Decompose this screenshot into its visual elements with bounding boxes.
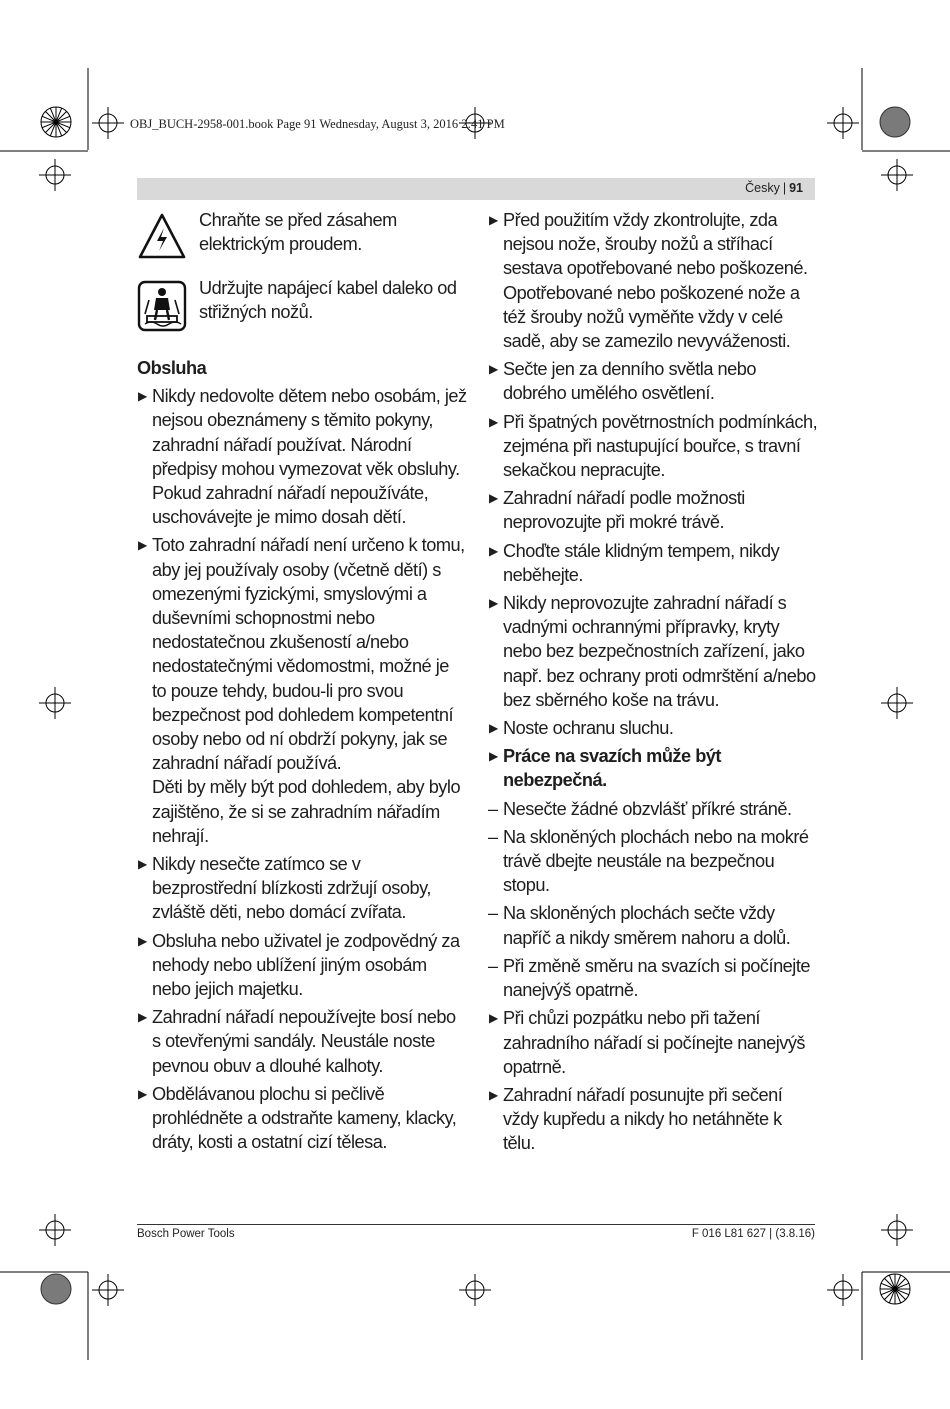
bullet-marker: ▶ xyxy=(138,933,147,948)
warning-cable xyxy=(137,276,467,330)
item-extra-text: Děti by měly být pod dohledem, aby bylo zajištěno, že si se zahradním nářadím nehrají. xyxy=(152,777,461,846)
item-text: Zahradní nářadí posunujte při sečení vždy kupředu a nikdy ho netáhněte k tělu. xyxy=(503,1084,783,1154)
list-item xyxy=(488,539,818,587)
header-separator: | xyxy=(782,181,787,195)
electric-shock-warning-icon xyxy=(137,212,187,260)
dash-marker: – xyxy=(488,903,498,924)
item-text: Toto zahradní nářadí není určeno k tomu, aby jej používaly osoby (včetně dětí) s omezenými fyzickými, smyslovými a duševními schopnostmi nebo nedostatečnou zkušeností a/nebo nedostatečnými vědomostmi, možné je to pouze tehdy, budou-li pro svou bezpečnost pod dohledem kompetentní osoby nebo od ní obdrží pokyny, jak se zahradní nářadí používá. xyxy=(152,535,465,774)
section-title: Obsluha xyxy=(137,358,207,378)
bullet-marker: ▶ xyxy=(489,414,498,429)
item-text: Na skloněných plochách sečte vždy napříč a nikdy směrem nahoru a dolů. xyxy=(503,903,791,948)
footer-divider xyxy=(137,1224,815,1225)
list-item xyxy=(488,716,818,740)
dash-item xyxy=(488,954,818,1002)
left-column xyxy=(137,208,467,1159)
list-item xyxy=(137,533,467,848)
footer-document-code: F 016 L81 627 | (3.8.16) xyxy=(691,1228,815,1240)
bullet-marker: ▶ xyxy=(489,596,498,611)
bullet-marker: ▶ xyxy=(138,1010,147,1025)
bullet-marker: ▶ xyxy=(138,538,147,553)
warning-electric-shock xyxy=(137,208,467,262)
bullet-marker: ▶ xyxy=(489,749,498,764)
item-text: Nikdy nesečte zatímco se v bezprostřední blízkosti zdržují osoby, zvláště děti, nebo domácí zvířata. xyxy=(152,854,431,923)
warning-text: Chraňte se před zásahem elektrickým proudem. xyxy=(199,210,397,255)
list-item xyxy=(137,1082,467,1155)
list-item-bold xyxy=(488,744,818,792)
item-text: Nikdy neprovozujte zahradní nářadí s vadnými ochrannými přípravky, kryty nebo bez bezpečnostních zařízení, jako např. bez ochrany proti odmrštění a/nebo bez sběrného koše na trávu. xyxy=(503,593,816,710)
item-text: Obsluha nebo uživatel je zodpovědný za nehody nebo ublížení jiným osobám nebo jejich majetku. xyxy=(152,930,460,1000)
item-text: Sečte jen za denního světla nebo dobrého umělého osvětlení. xyxy=(503,359,756,404)
bullet-marker: ▶ xyxy=(138,1086,147,1101)
item-text: Nesečte žádné obzvlášť příkré stráně. xyxy=(503,798,792,819)
page-header-label xyxy=(745,181,815,195)
list-item xyxy=(488,591,818,712)
cable-away-from-blades-icon xyxy=(137,280,187,332)
bullet-marker: ▶ xyxy=(489,543,498,558)
page-header-bar xyxy=(137,178,815,200)
list-item xyxy=(488,410,818,483)
bullet-marker: ▶ xyxy=(489,362,498,377)
item-text: Při chůzi pozpátku nebo při tažení zahradního nářadí si počínejte nanejvýš opatrně. xyxy=(503,1008,806,1077)
dash-marker: – xyxy=(488,955,498,976)
dash-item xyxy=(488,825,818,898)
dash-item xyxy=(488,901,818,949)
dash-item xyxy=(488,797,818,821)
list-item xyxy=(137,852,467,925)
bullet-marker: ▶ xyxy=(489,1011,498,1026)
list-item xyxy=(137,929,467,1002)
right-column xyxy=(488,208,818,1160)
bullet-marker: ▶ xyxy=(138,857,147,872)
bullet-marker: ▶ xyxy=(489,721,498,736)
header-page-number: 91 xyxy=(789,181,803,195)
list-item xyxy=(488,486,818,534)
list-item xyxy=(488,1083,818,1156)
list-item xyxy=(137,1005,467,1078)
bullet-marker: ▶ xyxy=(489,491,498,506)
warning-text: Udržujte napájecí kabel daleko od střižných nožů. xyxy=(199,278,457,323)
item-text: Při změně směru na svazích si počínejte nanejvýš opatrně. xyxy=(503,955,811,1001)
list-item xyxy=(488,357,818,405)
item-text: Na skloněných plochách nebo na mokré trávě dbejte neustále na bezpečnou stopu. xyxy=(503,826,809,896)
bullet-marker: ▶ xyxy=(489,213,498,227)
item-text: Noste ochranu sluchu. xyxy=(503,718,674,739)
header-language: Česky xyxy=(745,181,780,195)
item-text: Před použitím vždy zkontrolujte, zda nejsou nože, šrouby nožů a stříhací sestava opotřebované nebo poškozené. Opotřebované nebo poškozené nože a též šrouby nožů vyměňte vždy v celé sadě, aby se zamezilo nevyváženosti. xyxy=(503,210,808,352)
list-item xyxy=(137,384,467,529)
item-text: Práce na svazích může být nebezpečná. xyxy=(503,746,721,791)
footer-publisher: Bosch Power Tools xyxy=(137,1228,235,1240)
item-text: Nikdy nedovolte dětem nebo osobám, jež nejsou obeznámeny s těmito pokyny, zahradní nářadí používat. Národní předpisy mohou vymezovat věk obsluhy. Pokud zahradní nářadí nepoužíváte, uschovávejte je mimo dosah dětí. xyxy=(152,386,467,528)
item-text: Zahradní nářadí podle možnosti neprovozujte při mokré trávě. xyxy=(503,488,745,533)
list-item xyxy=(488,1006,818,1079)
bullet-marker: ▶ xyxy=(489,1087,498,1102)
item-text: Choďte stále klidným tempem, nikdy neběhejte. xyxy=(503,540,780,585)
dash-marker: – xyxy=(488,826,498,847)
book-info-line: OBJ_BUCH-2958-001.book Page 91 Wednesday, August 3, 2016 2:41 PM xyxy=(130,117,505,131)
item-text: Obdělávanou plochu si pečlivě prohlédněte a odstraňte kameny, klacky, dráty, kosti a ostatní cizí tělesa. xyxy=(152,1083,457,1153)
bullet-marker: ▶ xyxy=(138,389,147,404)
list-item xyxy=(488,208,818,353)
item-text: Zahradní nářadí nepoužívejte bosí nebo s otevřenými sandály. Neustále noste pevnou obuv a dlouhé kalhoty. xyxy=(152,1007,456,1076)
dash-marker: – xyxy=(488,798,498,819)
item-text: Při špatných povětrnostních podmínkách, zejména při nastupující bouřce, s travní sekačkou nepracujte. xyxy=(503,411,818,481)
